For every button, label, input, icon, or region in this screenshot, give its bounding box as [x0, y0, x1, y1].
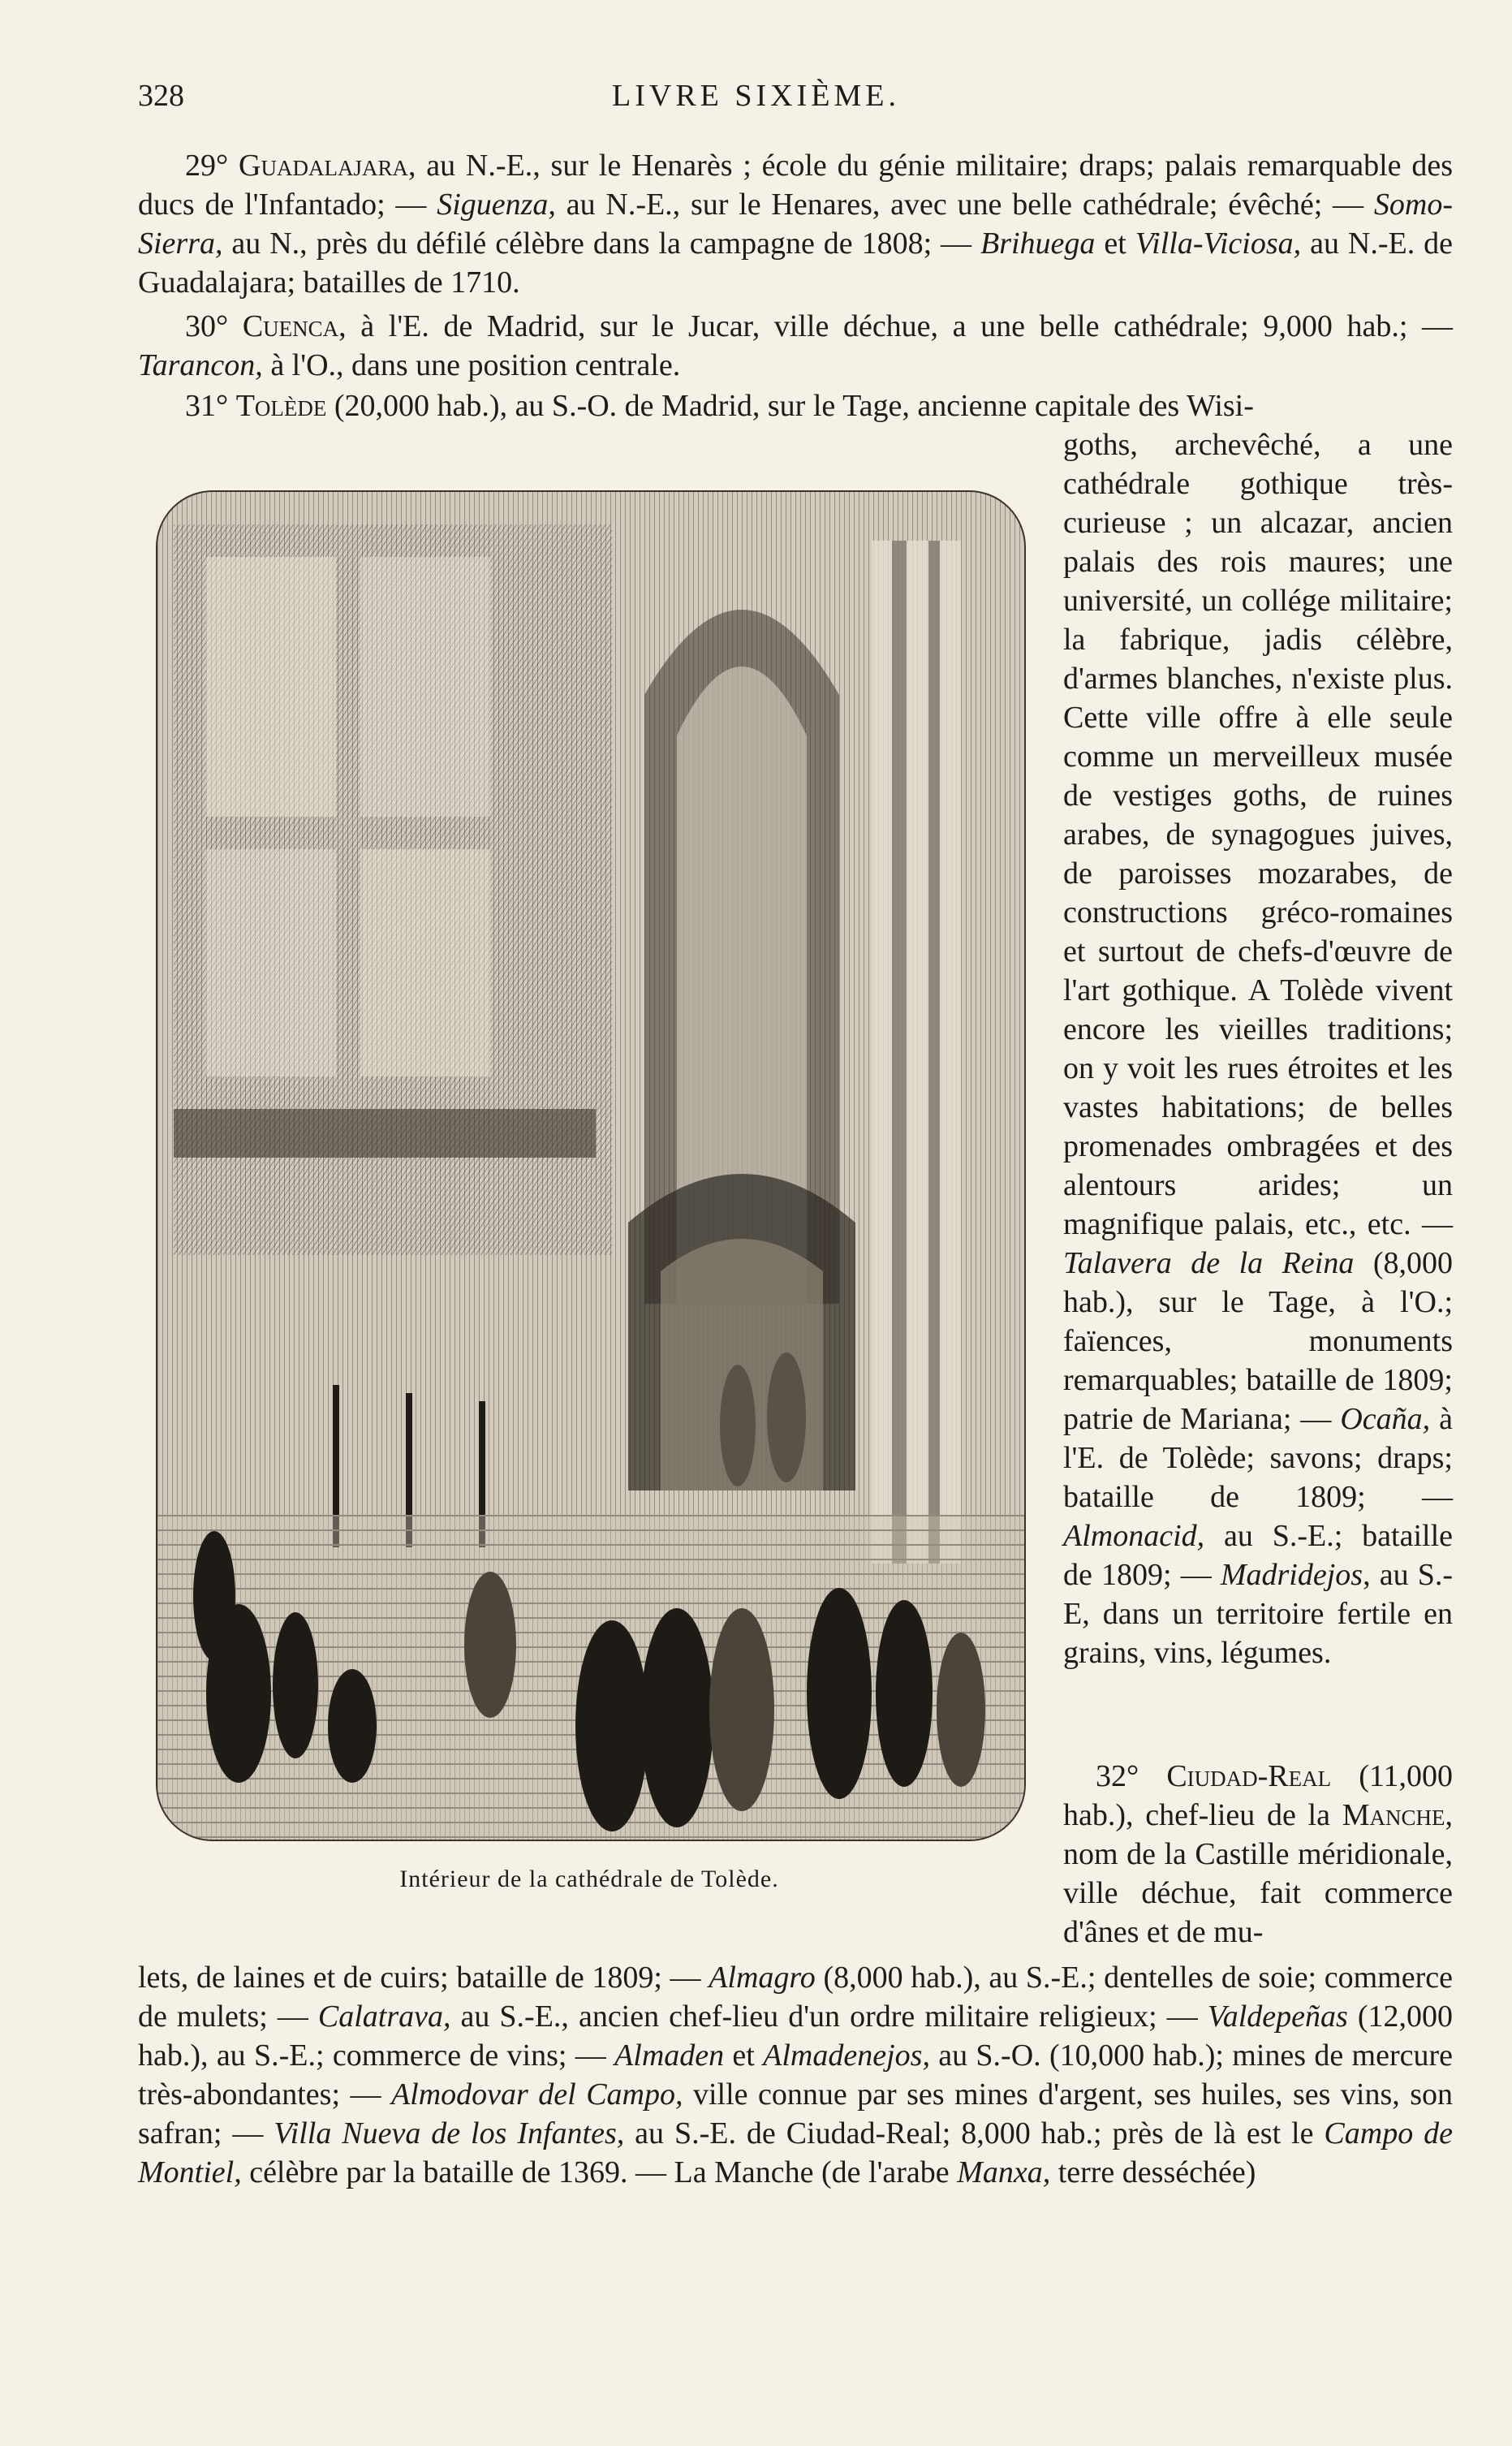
text-run: au S.-O. (10,000 hab.); mines de mercure très-abondantes; — — [138, 2038, 1453, 2112]
figure-caption: Intérieur de la cathédrale de Tolède. — [399, 1866, 779, 1892]
place-name: Tarancon, — [138, 348, 263, 382]
place-name: Villa Nueva de los Infantes, — [274, 2116, 625, 2150]
text-run: (8,000 hab.), sur le Tage, à l'O.; faïences, monuments remarquables; bataille de 1809; patrie de Mariana; — — [1063, 1246, 1453, 1436]
text-run: au N., près du défilé célèbre dans la campagne de 1808; — — [222, 226, 980, 261]
place-name: Almodovar del Campo, — [390, 2077, 683, 2112]
place-name: Madridejos — [1220, 1558, 1363, 1592]
region-name: Manche — [1342, 1798, 1445, 1832]
page-header — [0, 78, 1512, 127]
place-name: Calatrava, — [317, 2000, 451, 2034]
text-run: au S.-E., ancien chef-lieu d'un ordre militaire religieux; — — [450, 2000, 1208, 2034]
text-run: (12,000 hab.), au S.-E.; commerce de vins; — — [138, 2000, 1453, 2073]
place-name: Ocaña, — [1340, 1402, 1431, 1436]
text-run: à l'O., dans une position centrale. — [262, 348, 681, 382]
place-name: Talavera de la Reina — [1063, 1246, 1355, 1280]
text-run: au S.-E. de Ciudad-Real; 8,000 hab.; près de là est le — [624, 2116, 1325, 2150]
entry-number: 31° — [185, 389, 229, 423]
text-run: et — [724, 2038, 764, 2073]
text-run: , nom de la Castille méridionale, ville déchue, fait commerce d'ânes et de mu- — [1063, 1798, 1453, 1949]
text-run: , au S.-E, dans un territoire fertile en grains, vins, légumes. — [1063, 1558, 1453, 1670]
text-run: célèbre par la bataille de 1369. — La Manche (de l'arabe — [241, 2155, 958, 2189]
place-name: Almagro — [709, 1961, 816, 1995]
text-run: au N.-E., sur le Henares, avec une belle cathédrale; évêché; — — [555, 188, 1374, 222]
paragraph-31-column — [1063, 425, 1453, 1672]
text-run: , à l'E. de Madrid, sur le Jucar, ville déchue, a une belle cathédrale; 9,000 hab.; — — [338, 309, 1454, 343]
page-number: 328 — [138, 79, 184, 113]
text-run: (8,000 hab.), au S.-E.; dentelles de soie; commerce de mulets; — — [138, 1961, 1453, 2034]
city-name: Cuenca — [242, 309, 339, 343]
place-name: Siguenza, — [437, 188, 556, 222]
entry-number: 29° — [185, 149, 229, 183]
text-run: à l'E. de Tolède; savons; draps; bataille de 1809; — — [1063, 1402, 1453, 1514]
city-name: Tolède — [235, 389, 327, 423]
stone-pillar — [872, 541, 961, 1564]
text-run: (11,000 hab.), chef-lieu de la — [1063, 1759, 1453, 1832]
text-run: au N.-E. de Guadalajara; batailles de 1710. — [138, 226, 1453, 300]
entry-number: 32° — [1096, 1759, 1139, 1793]
place-name: Manxa, — [957, 2155, 1051, 2189]
place-name: Almadenejos, — [763, 2038, 930, 2073]
place-name: Almaden — [614, 2038, 725, 2073]
paragraph-31-lead — [138, 386, 1453, 425]
text-run: et — [1095, 226, 1135, 261]
place-name: Somo-Sierra, — [138, 188, 1453, 261]
text-run: terre desséchée) — [1050, 2155, 1256, 2189]
paragraph-30 — [138, 307, 1453, 385]
city-name: Guadalajara — [239, 149, 408, 183]
text-run: (20,000 hab.), au S.-O. de Madrid, sur le Tage, ancienne capitale des Wisi- — [326, 389, 1254, 423]
paragraph-32-continued — [138, 1958, 1453, 2192]
text-run: ville connue par ses mines d'argent, ses huiles, ses vins, son safran; — — [138, 2077, 1454, 2150]
text-run: au S.-E.; bataille de 1809; — — [1063, 1519, 1453, 1592]
retablo-panels — [174, 524, 612, 1255]
running-head: LIVRE SIXIÈME. — [612, 79, 900, 113]
place-name: Villa-Viciosa, — [1135, 226, 1302, 261]
paragraph-29 — [138, 146, 1453, 302]
place-name: Valdepeñas — [1207, 2000, 1348, 2034]
place-name: Almonacid, — [1063, 1519, 1205, 1553]
engraving-drawing — [157, 492, 1024, 1840]
text-run: lets, de laines et de cuirs; bataille de 1809; — — [138, 1961, 709, 1995]
place-name: Brihuega — [980, 226, 1096, 261]
entry-number: 30° — [185, 309, 229, 343]
text-run: goths, archevêché, a une cathédrale gothique très-curieuse ; un alcazar, ancien palais des rois maures; une université, un collége militaire; la fabrique, jadis célèbre, d'armes blanches, n'existe plus. Cette ville offre à elle seule comme un merveilleux musée de vestiges goths, de ruines arabes, de synagogues juives, de paroisses mozarabes, de constructions gréco-romaines et surtout de chefs-d'œuvre de l'art gothique. A Tolède vivent encore les vieilles traditions; on y voit les rues étroites et les vastes habitations; de belles promenades ombragées et des alentours arides; un magnifique palais, etc., etc. — — [1063, 428, 1453, 1241]
place-name: Campo de Montiel, — [138, 2116, 1454, 2189]
city-name: Ciudad-Real — [1166, 1759, 1332, 1793]
text-run: , au N.-E., sur le Henarès ; école du génie militaire; draps; palais remarquable des ducs de l'Infantado; — — [138, 149, 1454, 222]
gothic-arch — [628, 610, 855, 1490]
cathedral-engraving — [156, 490, 1026, 1841]
paragraph-32-column — [1063, 1757, 1453, 1952]
